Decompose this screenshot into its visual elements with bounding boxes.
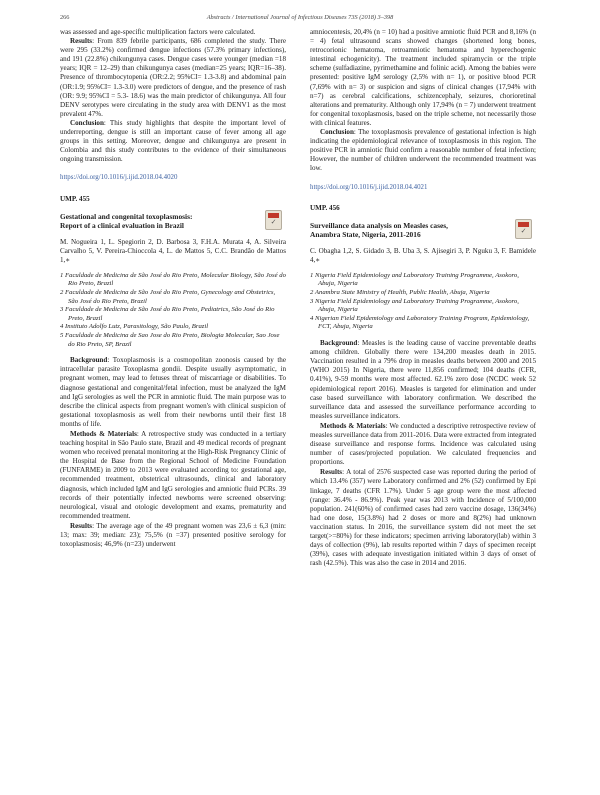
author-list: M. Nogueira 1, L. Spegiorin 2, D. Barbosa 3, F.H.A. Murata 4, A. Silveira Carvalho 5, V. Pereira-Chioccola 4, L. de Mattos 5, C.C. Brandão de Mattos 1,∗: [60, 237, 286, 264]
affiliation-list: [60, 272, 286, 349]
affiliation-item: 4 Nigerian Field Epidemiology and Laboratory Training Program, Epidemiology, FCT, Abuja, Nigeria: [310, 314, 530, 331]
affiliation-item: 3 Faculdade de Medicina de São José do Rio Preto, Pediatrics, São José do Rio Preto, Brazil: [60, 306, 275, 322]
author-list: C. Obagha 1,2, S. Gidado 3, B. Uba 3, S. Ajisegiri 3, P. Nguku 3, F. Bamidele 4,∗: [310, 246, 536, 264]
abstract-id: UMP. 455: [60, 194, 90, 203]
affiliation-item: 2 Anambra State Ministry of Health, Public Health, Abuja, Nigeria: [310, 289, 490, 297]
methods-paragraph: Methods & Materials: We conducted a descriptive retrospective review of measles surveillance data from 2011-2016. Data were extracted from integrated disease surveillance and response forms. Incidence was calculated using number of cases/projected population. We calculated frequencies and proportions.: [310, 421, 536, 467]
background-paragraph: Background: Toxoplasmosis is a cosmopolitan zoonosis caused by the intracellular parasite Toxoplasma gondii. Despite usually asymptomatic, in pregnant women, may lead to fetuses threat of miscarriage or disabilities. To diagnose gestational and congenital/fetal infection, must be analyzed the IgM and IgG serologies as well the PCR in amniotic fluid. The main purpose was to describe the clinical aspects from pregnant women's with clinical suspicion of gestational toxoplasmosis as well from their newborns until their first 18 months of life.: [60, 356, 286, 428]
crossmark-icon[interactable]: ✓: [515, 219, 532, 239]
results-continued: amniocentesis, 20,4% (n = 10) had a positive amniotic fluid PCR and 8,16% (n = 4) fetal ultrasound scans showed changes (shortened long bones, retrocorionic hematoma, retroamniotic hematoma and hyperechogenic intestinal echogenicity). The treatment included spiramycin or the triple scheme (sulfadiazine, pyrimethamine and folinic acid). Among the babies were presented: positive IgM serology (2,5% with n= 1), or positive blood PCR (7,69% with n= 3) or suspicion and signs of clinical changes (17,94% with n=7) as cerebral calcifications, schizencephaly, seizures, chorioretinal alterations and prematurity. Although only 17,94% (n = 7) underwent treatment for congenital toxoplasmosis, based on the triple scheme, not necessarily those with clinical features.: [310, 28, 536, 127]
page-number: 266: [60, 14, 70, 21]
affiliation-item: 4 Instituto Adolfo Lutz, Parasitology, São Paulo, Brazil: [60, 323, 209, 331]
results-paragraph: Results: A total of 2576 suspected case was reported during the period of which 13.4% (357) were Laboratory confirmed and 2% (52) confirmed by Epi linkage, 7 deaths (CFR 1.7%). Under 5 age group were the most affected (range: 36.4% - 86.9%). Peak year was 2013 with Incidence of 5/100,000 population. 241(60%) of confirmed cases had zero vaccine dosage, 136(34%) had one dose, 15(3.8%) had 2 doses or more and 8(2%) had unknown vaccination status. In 2016, the surveillance system did not meet the set target(>=80%) for these indicators; specimen arriving laboratory(lab) within 3 days of collection (9%), lab results reported within 7 days of specimen receipt (39%), cases with adequate investigation initiated within 3 days of onset of rash (42.5%). This was also the case in 2014 and 2016.: [310, 468, 536, 568]
doi-link[interactable]: https://doi.org/10.1016/j.ijid.2018.04.4020: [60, 174, 178, 182]
affiliation-item: 1 Nigeria Field Epidemiology and Laboratory Training Programme, Asokoro, Abuja, Nigeria: [310, 271, 519, 288]
results-paragraph: Results: The average age of the 49 pregnant women was 23,6 ± 6,3 (min: 13; max: 39; median: 23); 75,5% (n =37) presented positive serology for toxoplasmosis; 46,9% (n=23) underwent: [60, 521, 286, 549]
prev-abstract-results: Results: From 839 febrile participants, 686 completed the study. There were 295 (33.2%) confirmed dengue infections (57.3% primary infections), and 191 (22.8%) chikungunya cases. Dengue cases were younger (median =18 years; IQR = 12–29) than chikungunya cases (median=25 years; IQR=16–38). Presence of thrombocytopenia (OR:2.2; 95%CI= 1.3-3.8) and abdominal pain (OR:1.9; 95%CI= 1.3-3.0) were predictors of dengue, and the presence of rash (OR: 9.9; 95%CI = 5.3- 18.6) was the main predictor of chikungunya. All four DENV serotypes were circulating in the study area with DENV1 as the most prevalent 47%.: [60, 37, 286, 118]
right-column: [310, 28, 536, 568]
doi-link[interactable]: https://doi.org/10.1016/j.ijid.2018.04.4021: [310, 183, 428, 191]
abstract-body: [310, 339, 536, 568]
abstract-body: [60, 356, 286, 549]
abstract-title: Gestational and congenital toxoplasmosis: Report of a clinical evaluation in Brazil: [60, 211, 193, 231]
affiliation-item: 2 Faculdade de Medicina de São José do Rio Preto, Gynecology and Obstetrics, São José do Rio Preto, Brazil: [60, 289, 276, 305]
background-paragraph: Background: Measles is the leading cause of vaccine preventable deaths among children. Globally there were 134,200 measles death in 2015. Vaccination resulted in a 79% drop in measles deaths between 2000 and 2015 (WHO 2015) In Nigeria, there were 11,856 confirmed; 104 deaths (CFR, 0.41%), 9-59 months were most affected. 62.1% zero dose (NCDC week 52 epidemiological report 2016). Measles is targeted for elimination and under case based surveillance with laboratory confirmation. We described the surveillance data and assessed the surveillance performance according to measles surveillance indicators.: [310, 339, 536, 420]
affiliation-list: [310, 272, 536, 332]
affiliation-item: 3 Nigeria Field Epidemiology and Laboratory Training Programme, Asokoro, Abuja, Nigeria: [310, 297, 519, 314]
conclusion-paragraph: Conclusion: The toxoplasmosis prevalence of gestational infection is high indicating the epidemiological relevance of toxoplasmosis in this region. The positive PCR in amniotic fluid confirm a reasonable number of fetal infection; However, the number of children underwent the recommended treatment was low.: [310, 128, 536, 173]
journal-citation: Abstracts / International Journal of Infectious Diseases 73S (2018) 3–398: [206, 14, 394, 21]
affiliation-item: 5 Faculdade de Medicina de Sao Jose do Rio Preto, Biologia Molecular, Sao Jose do Rio Preto, SP, Brazil: [60, 332, 280, 348]
methods-paragraph: Methods & Materials: A retrospective study was conducted in a tertiary teaching hospital in São Paulo state, Brazil and 49 medical records of pregnant women who received prenatal monitoring at the High-Risk Pregnancy Clinic of the Hospital de Base from the Regional School of Medicine Foundation (FUNFARME) in 2009 to 2013 were evaluated according to: gestational age, recommended treatment, obstetrical ultrasounds, clinical and laboratory diagnosis, which included IgM and IgG serologies and amniotic fluid PCRs. 39 records of their potentially infected newborns were screened observing: neurological, visual and otologic development and exams, prematurity and recommended treatment.: [60, 429, 286, 520]
affiliation-item: 1 Faculdade de Medicina de São José do Rio Preto, Molecular Biology, São José do Rio Preto, Brazil: [60, 271, 286, 288]
abstract-title-block: [310, 221, 536, 240]
prev-abstract-conclusion: Conclusion: This study highlights that despite the important level of underreporting, dengue is still an important cause of fever among all age groups in this setting. Moreover, dengue and chikungunya are present in Colombia and this study contributes to the evidence of their simultaneous ongoing transmission.: [60, 118, 286, 164]
left-column: [60, 28, 286, 549]
abstract-title: Surveillance data analysis on Measles cases, Anambra State, Nigeria, 2011-2016: [310, 220, 448, 240]
abstract-id: UMP. 456: [310, 203, 340, 212]
crossmark-icon[interactable]: ✓: [265, 210, 282, 230]
abstract-title-block: [60, 212, 286, 231]
prev-abstract-intro: was assessed and age-specific multiplication factors were calculated.: [60, 28, 256, 36]
